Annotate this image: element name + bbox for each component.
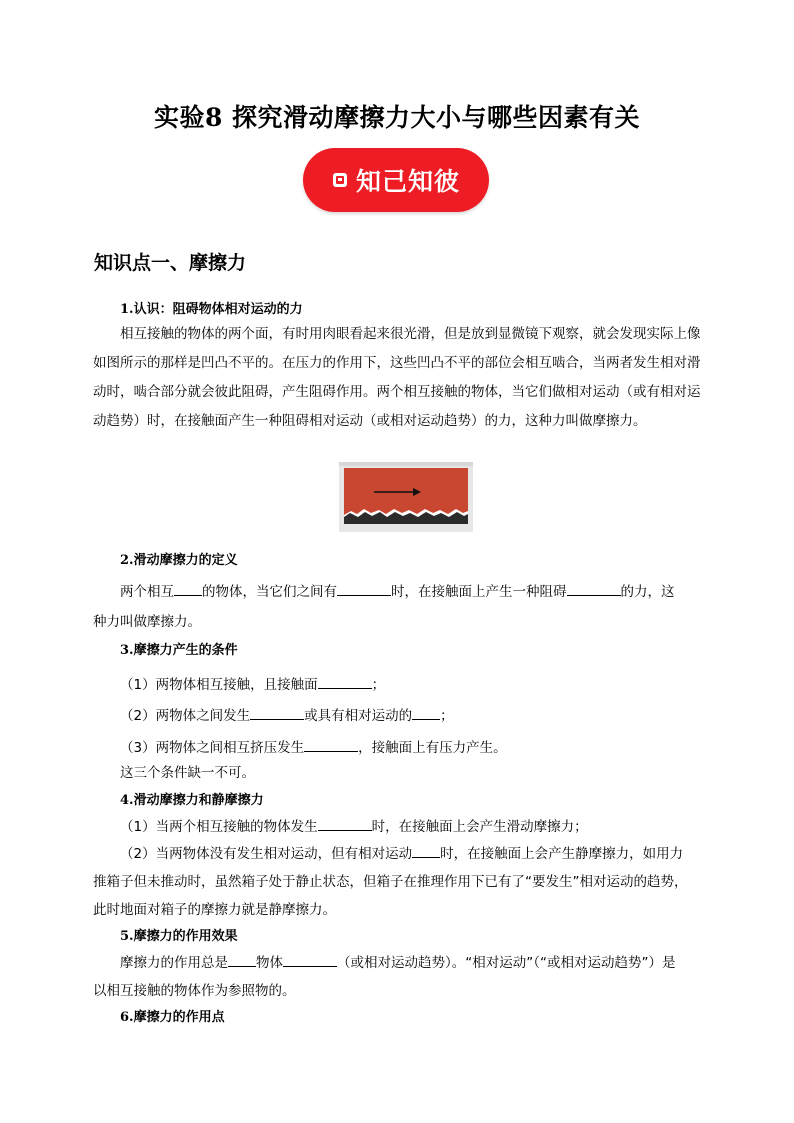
badge-label: 知己知彼: [355, 167, 460, 196]
s4-line2: （2）当两物体没有发生相对运动，但有相对运动 时，在接触面上会产生静摩擦力，如用力: [120, 846, 684, 862]
blank[interactable]: [250, 706, 304, 720]
s4-line1: （1）当两个相互接触的物体发生 时，在接触面上会产生滑动摩擦力；: [120, 819, 588, 835]
section-badge: [303, 148, 489, 212]
s5-line2: 以相互接触的物体作为参照物的。: [93, 983, 296, 999]
s1-heading: 1.认识：阻碍物体相对运动的力: [120, 302, 303, 317]
s4-line3: 推箱子但未推动时，虽然箱子处于静止状态，但箱子在推理作用下已有了“要发生”相对运动的趋势，: [93, 874, 688, 890]
s1-paragraph: 相互接触的物体的两个面，有时用肉眼看起来很光滑，但是放到显微镜下观察，就会发现实际上像如图所示的那样是凹凸不平的。在压力的作用下，这些凹凸不平的部位会相互啮合，当两者发生相对滑动时，啮合部分就会彼此阻碍，产生阻碍作用。两个相互接触的物体，当它们做相对运动（或有相对运动趋势）时，在接触面产生一种阻碍相对运动（或相对运动趋势）的力，这种力叫做摩擦力。: [93, 326, 701, 429]
blank[interactable]: [174, 582, 202, 596]
s2-definition-line1: 两个相互 的物体，当它们之间有 时，在接触面上产生一种阻碍 的力，这: [120, 584, 675, 600]
s6-heading: 6.摩擦力的作用点: [120, 1010, 225, 1025]
s4-heading: 4.滑动摩擦力和静摩擦力: [120, 793, 264, 808]
s3-note: 这三个条件缺一不可。: [120, 765, 255, 781]
blank[interactable]: [283, 953, 337, 967]
s4-line4: 此时地面对箱子的摩擦力就是静摩擦力。: [93, 902, 336, 918]
section-heading: 知识点一、摩擦力: [94, 252, 247, 274]
blank[interactable]: [567, 582, 621, 596]
blank[interactable]: [318, 817, 372, 831]
s3-condition-3: （3）两物体之间相互挤压发生 ，接触面上有压力产生。: [120, 740, 507, 756]
s3-condition-2: （2）两物体之间发生 或具有相对运动的 ；: [120, 708, 454, 724]
page-title: 实验8 探究滑动摩擦力大小与哪些因素有关: [153, 103, 641, 132]
blank[interactable]: [337, 582, 391, 596]
s5-line1: 摩擦力的作用总是 物体 （或相对运动趋势）。“相对运动”（“或相对运动趋势”）是: [120, 955, 676, 971]
blank[interactable]: [304, 738, 358, 752]
s5-heading: 5.摩擦力的作用效果: [120, 929, 238, 944]
s2-heading: 2.滑动摩擦力的定义: [120, 553, 238, 568]
blank[interactable]: [412, 844, 440, 858]
blank[interactable]: [228, 953, 256, 967]
s3-heading: 3.摩擦力产生的条件: [120, 643, 238, 658]
blank[interactable]: [412, 706, 440, 720]
friction-surface-figure: [339, 462, 473, 532]
s3-condition-1: （1）两物体相互接触，且接触面 ；: [120, 677, 386, 693]
blank[interactable]: [318, 675, 372, 689]
s2-definition-line2: 种力叫做摩擦力。: [93, 614, 201, 630]
book-icon: [332, 172, 348, 188]
